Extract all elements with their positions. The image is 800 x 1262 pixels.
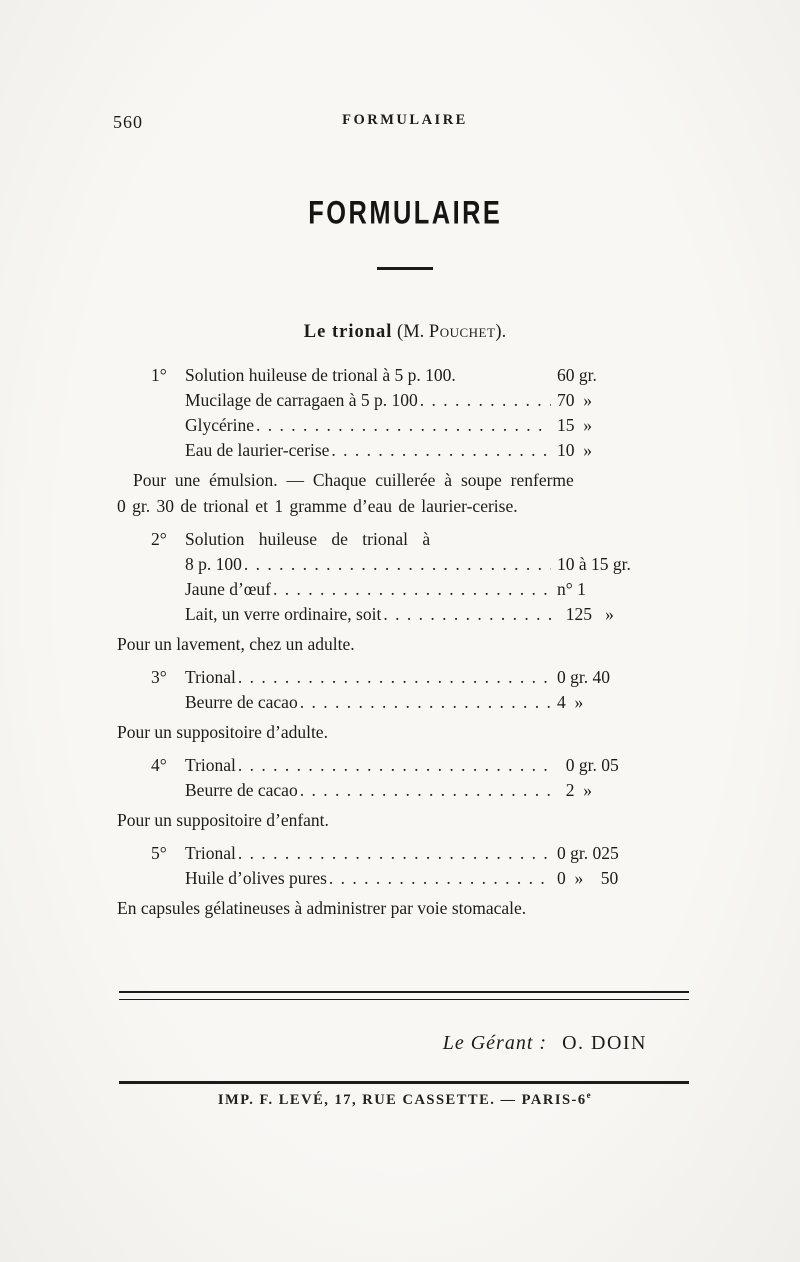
imprint-text: IMP. F. LEVÉ, 17, RUE CASSETTE. — PARIS-6 [217,1091,587,1108]
recipe-item [113,527,697,552]
dot-leader [331,438,551,463]
recipe-number: 3° [151,667,167,687]
recipe-item [113,577,697,602]
dot-leader [244,552,551,577]
item-label: Trional [185,667,236,687]
section-heading-author: Pouchet [428,322,496,342]
dot-leader [329,866,551,891]
item-label: Mucilage de carragaen à 5 p. 100 [185,390,418,410]
item-value: 60 gr. [557,365,597,385]
item-label: Beurre de cacao [185,692,298,712]
dot-leader [300,778,551,803]
item-label: Huile d’olives pures [185,868,327,888]
imprint-rule [119,1081,689,1084]
section-heading-bold: Le trional [303,322,393,342]
recipe-number: 4° [151,755,167,775]
recipe-item [113,388,697,413]
recipe-number: 2° [151,529,167,549]
recipe-item [113,866,697,891]
recipe-item [113,552,697,577]
item-value: 0 gr. 025 [557,843,619,863]
note-line: Pour un lavement, chez un adulte. [117,634,355,654]
item-label: 8 p. 100 [185,554,242,574]
item-value: 0 gr. 40 [557,667,610,687]
dot-leader [300,690,551,715]
recipe-number: 1° [151,365,167,385]
dot-leader [420,388,551,413]
running-title: FORMULAIRE [342,112,468,128]
item-label: Beurre de cacao [185,780,298,800]
item-label: Solution huileuse de trional à [185,529,431,549]
item-label: Eau de laurier-cerise [185,440,330,460]
recipe-item [113,778,697,803]
item-value: 10 à 15 gr. [557,554,631,574]
item-label: Solution huileuse de trional à 5 p. 100. [185,365,456,385]
gerant-name: O. DOIN [562,1032,647,1054]
note-line: Pour une émulsion. — Chaque cuillerée à soupe renferme [133,470,574,490]
recipe-item [113,753,697,778]
item-label: Trional [185,755,236,775]
dot-leader [256,413,551,438]
text-block [113,0,697,1108]
main-title-text: FORMULAIRE [307,194,503,231]
dot-leader [238,753,551,778]
item-value: 4 » [557,692,584,712]
recipe-note [113,895,697,921]
note-line: 0 gr. 30 de trional et 1 gramme d’eau de laurier-cerise. [117,496,518,516]
item-label: Jaune d’œuf [185,579,272,599]
recipe-item [113,363,697,388]
item-label: Glycérine [185,415,254,435]
item-value: n° 1 [557,579,586,599]
recipe-item [113,841,697,866]
footer-double-rule [119,991,689,1000]
recipe-item [113,602,697,627]
item-value: 10 » [557,440,592,460]
item-label: Lait, un verre ordinaire, soit [185,604,382,624]
section-heading [113,322,697,343]
gerant-line [113,1032,697,1055]
recipe-item [113,438,697,463]
item-label: Trional [185,843,236,863]
note-line: En capsules gélatineuses à administrer par voie stomacale. [117,898,527,918]
recipe-item [113,690,697,715]
recipe-note [113,467,697,519]
dot-leader [238,665,551,690]
recipe-2 [113,527,697,657]
main-title [113,195,697,231]
gerant-label: Le Gérant : [442,1032,548,1054]
item-value: 0 » 50 [557,868,619,888]
item-value: 0 gr. 05 [557,755,619,775]
note-line: Pour un suppositoire d’enfant. [117,810,329,830]
recipe-3 [113,665,697,745]
dot-leader [273,577,551,602]
section-heading-end: ). [495,322,507,342]
recipe-5 [113,841,697,921]
recipe-4 [113,753,697,833]
recipe-note [113,631,697,657]
recipe-note [113,807,697,833]
recipe-number: 5° [151,843,167,863]
item-value: 2 » [557,780,592,800]
note-line: Pour un suppositoire d’adulte. [117,722,328,742]
section-heading-mid: (M. [392,322,429,342]
item-value: 70 » [557,390,592,410]
title-rule [377,267,433,270]
item-value: 125 » [557,604,614,624]
page-number: 560 [113,112,143,132]
recipe-1 [113,363,697,519]
page-header [113,112,697,133]
imprint-sup: e [586,1089,593,1100]
dot-leader [238,841,551,866]
dot-leader [383,602,551,627]
recipe-item [113,665,697,690]
recipe-note [113,719,697,745]
item-value: 15 » [557,415,592,435]
recipe-item [113,413,697,438]
imprint-line [113,1090,697,1109]
